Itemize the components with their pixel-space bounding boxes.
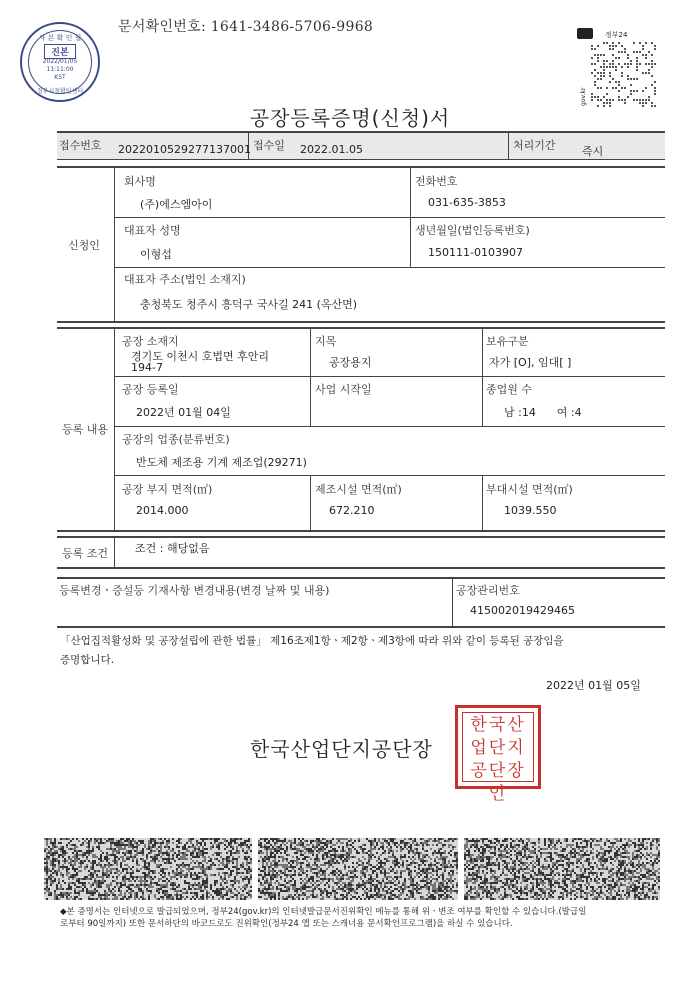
employees-label: 종업원 수: [486, 383, 533, 396]
verification-barcode-3[interactable]: [464, 838, 660, 900]
registration-section-label: 등록 내용: [62, 423, 109, 436]
receipt-date-value: 2022.01.05: [300, 143, 363, 156]
document-verification-number: 문서확인번호: 1641-3486-5706-9968: [118, 19, 374, 35]
gov24-site: gov.kr: [580, 87, 587, 106]
processing-period-value: 즉시: [582, 145, 604, 158]
company-name-value: (주)에스엠아이: [140, 198, 213, 211]
statement-line-2: 증명합니다.: [60, 654, 115, 666]
applicant-section-label: 신청인: [68, 239, 100, 252]
issue-date: 2022년 01월 05일: [546, 679, 641, 692]
condition-label: 등록 조건: [62, 547, 109, 560]
representative-value: 이형섭: [140, 248, 172, 261]
ownership-label: 보유구분: [486, 335, 529, 348]
ownership-value: 자가 [O], 임대[ ]: [489, 356, 572, 369]
rep-address-value: 충청북도 청주시 흥덕구 국사길 241 (옥산면): [140, 298, 358, 311]
company-name-label: 회사명: [124, 175, 156, 188]
factory-location-lot: 194-7: [131, 361, 163, 374]
rep-address-label: 대표자 주소(법인 소재지): [124, 273, 246, 286]
official-seal: [455, 705, 541, 804]
auxiliary-area-value: 1039.550: [504, 504, 557, 517]
industry-value: 반도체 제조용 기계 제조업(29271): [136, 456, 307, 469]
land-category-value: 공장용지: [329, 356, 372, 369]
registration-date-value: 2022년 01월 04일: [136, 406, 231, 419]
verification-stamp: [20, 22, 100, 102]
gov24-label: 정부24: [605, 31, 628, 39]
issuer-name: 한국산업단지공단장: [250, 737, 433, 761]
site-area-label: 공장 부지 면적(㎡): [122, 483, 213, 496]
stamp-bottom-text: 정부시청확인센터: [36, 88, 84, 95]
phone-value: 031-635-3853: [428, 196, 506, 209]
receipt-date-label: 접수일: [253, 139, 285, 152]
management-number-label: 공장관리번호: [456, 584, 520, 597]
representative-label: 대표자 성명: [124, 224, 181, 237]
official-seal-text: 한국산업단지공단장인: [470, 715, 526, 804]
industry-label: 공장의 업종(분류번호): [122, 433, 230, 446]
birth-number-value: 150111-0103907: [428, 246, 523, 259]
stamp-datetime: 2022/01/05 11:11:00 KST: [42, 58, 78, 81]
manufacturing-area-label: 제조시설 면적(㎡): [315, 483, 402, 496]
stamp-top-text: 사 본 확 인 필: [38, 34, 82, 42]
verification-barcode-2[interactable]: [258, 838, 458, 900]
stamp-center-text: 진본: [44, 44, 76, 59]
land-category-label: 지목: [315, 335, 337, 348]
business-start-label: 사업 시작일: [315, 383, 372, 396]
statement-line-1: 「산업집적활성화 및 공장설립에 관한 법률」 제16조제1항ㆍ제2항ㆍ제3항에 따라 위와 같이 등록된 공장임을: [60, 635, 564, 647]
changes-label: 등록변경ㆍ증설등 기재사항 변경내용(변경 날짜 및 내용): [59, 584, 330, 597]
birth-number-label: 생년월일(법인등록번호): [415, 224, 530, 237]
phone-label: 전화번호: [415, 175, 458, 188]
employees-value: 남 :14 여 :4: [504, 406, 582, 419]
auxiliary-area-label: 부대시설 면적(㎡): [486, 483, 573, 496]
page-title: 공장등록증명(신청)서: [249, 106, 451, 130]
condition-value: 조건 : 해당없음: [135, 542, 210, 555]
manufacturing-area-value: 672.210: [329, 504, 375, 517]
factory-location-value: 경기도 이천시 호법면 후안리: [131, 350, 270, 363]
registration-date-label: 공장 등록일: [122, 383, 179, 396]
receipt-number-label: 접수번호: [59, 139, 102, 152]
factory-location-label: 공장 소재지: [122, 335, 179, 348]
verification-barcode-1[interactable]: [44, 838, 252, 900]
processing-period-label: 처리기간: [513, 139, 556, 152]
site-area-value: 2014.000: [136, 504, 189, 517]
gov24-qr-code[interactable]: [577, 28, 659, 110]
management-number-value: 415002019429465: [470, 604, 575, 617]
footer-note: ◆본 증명서는 인터넷으로 발급되었으며, 정부24(gov.kr)의 인터넷발급문서진위확인 메뉴를 통해 위ㆍ변조 여부를 확인할 수 있습니다.(발급일 로부터 90일까지) 또한 문서하단의 바코드로도 진위확인(정부24 앱 또는 스캐너용 문서확인프로그램)을 하실 수 있습니다.: [60, 907, 587, 929]
receipt-number-value: 2022010529277137001: [118, 143, 251, 156]
